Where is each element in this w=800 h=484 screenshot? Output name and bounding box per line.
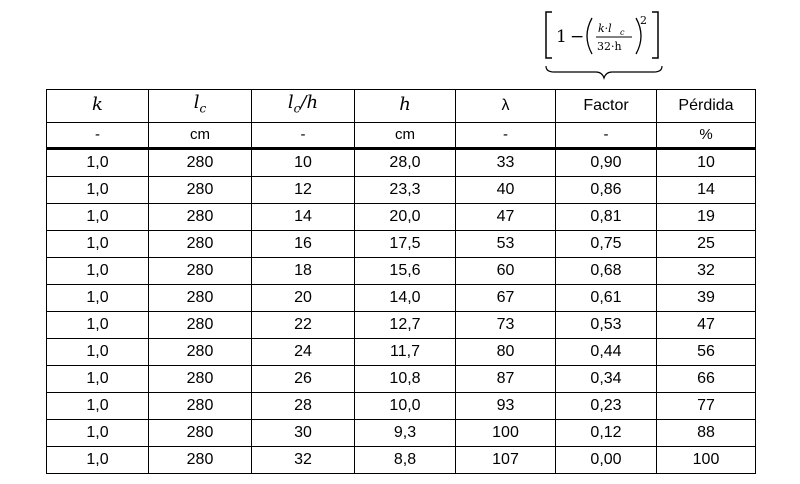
table-cell: 66 — [657, 365, 756, 392]
loss-table — [46, 89, 756, 474]
table-cell: 0,81 — [556, 203, 657, 230]
table-cell: 280 — [149, 311, 252, 338]
table-row — [47, 365, 756, 392]
table-cell: 0,75 — [556, 230, 657, 257]
table-cell: 73 — [456, 311, 556, 338]
underbrace — [546, 66, 662, 78]
table-cell: 40 — [456, 176, 556, 203]
table-row — [47, 176, 756, 203]
table-cell: 11,7 — [355, 338, 456, 365]
table-cell: 67 — [456, 284, 556, 311]
table-cell: 39 — [657, 284, 756, 311]
table-cell: 280 — [149, 257, 252, 284]
table-cell: 0,00 — [556, 446, 657, 473]
table-cell: 87 — [456, 365, 556, 392]
table-cell: 280 — [149, 176, 252, 203]
table-cell: 20 — [252, 284, 355, 311]
table-cell: 56 — [657, 338, 756, 365]
table-row — [47, 311, 756, 338]
unit-cell: - — [47, 122, 149, 148]
column-header — [556, 90, 657, 123]
table-cell: 14,0 — [355, 284, 456, 311]
column-header-subscript: c — [199, 101, 207, 116]
table-cell: 33 — [456, 148, 556, 176]
table-cell: 1,0 — [47, 230, 149, 257]
table-cell: 100 — [456, 419, 556, 446]
unit-cell: cm — [355, 122, 456, 148]
table-cell: 280 — [149, 392, 252, 419]
table-cell: 12,7 — [355, 311, 456, 338]
table-cell: 0,61 — [556, 284, 657, 311]
table-cell: 0,44 — [556, 338, 657, 365]
unit-cell: - — [556, 122, 657, 148]
table-cell: 17,5 — [355, 230, 456, 257]
column-header-label: k — [92, 94, 103, 116]
table-cell: 77 — [657, 392, 756, 419]
unit-cell: % — [657, 122, 756, 148]
unit-cell: - — [252, 122, 355, 148]
table-cell: 0,68 — [556, 257, 657, 284]
table-cell: 14 — [657, 176, 756, 203]
table-cell: 8,8 — [355, 446, 456, 473]
formula-power: 2 — [640, 14, 647, 27]
table-row — [47, 284, 756, 311]
column-header — [657, 90, 756, 123]
formula-numerator-sub: c — [620, 28, 625, 37]
column-header — [252, 90, 355, 123]
table-cell: 15,6 — [355, 257, 456, 284]
table-cell: 280 — [149, 446, 252, 473]
table-cell: 47 — [657, 311, 756, 338]
column-header-label: h — [399, 94, 411, 116]
table-cell: 1,0 — [47, 365, 149, 392]
table-cell: 22 — [252, 311, 355, 338]
formula-graphic — [540, 6, 672, 84]
factor-formula — [540, 6, 672, 84]
table-cell: 1,0 — [47, 176, 149, 203]
table-cell: 1,0 — [47, 338, 149, 365]
table-cell: 93 — [456, 392, 556, 419]
table-cell: 10,0 — [355, 392, 456, 419]
table-cell: 1,0 — [47, 148, 149, 176]
table-cell: 24 — [252, 338, 355, 365]
table-cell: 26 — [252, 365, 355, 392]
table-cell: 32 — [252, 446, 355, 473]
table-row — [47, 230, 756, 257]
table-cell: 28,0 — [355, 148, 456, 176]
table-cell: 0,86 — [556, 176, 657, 203]
table-cell: 100 — [657, 446, 756, 473]
table-cell: 28 — [252, 392, 355, 419]
table-cell: 280 — [149, 284, 252, 311]
table-cell: 32 — [657, 257, 756, 284]
table-cell: 280 — [149, 203, 252, 230]
table-cell: 18 — [252, 257, 355, 284]
column-header-label: $l_c$ — [193, 92, 207, 116]
table-cell: 280 — [149, 419, 252, 446]
table-cell: 80 — [456, 338, 556, 365]
column-header — [456, 90, 556, 123]
table-cell: 60 — [456, 257, 556, 284]
formula-numerator: k·l — [598, 22, 612, 35]
table-cell: 280 — [149, 365, 252, 392]
table-cell: 280 — [149, 338, 252, 365]
column-header-suffix: /h — [300, 92, 319, 113]
column-header-label: λ — [501, 96, 510, 114]
formula-denominator: 32·h — [597, 40, 622, 53]
units-row — [47, 122, 756, 148]
table-cell: 1,0 — [47, 392, 149, 419]
column-header-subscript: c — [293, 101, 301, 116]
formula-minus: − — [570, 27, 585, 47]
table-cell: 10 — [657, 148, 756, 176]
table-cell: 47 — [456, 203, 556, 230]
table-row — [47, 338, 756, 365]
table-cell: 19 — [657, 203, 756, 230]
table-row — [47, 419, 756, 446]
column-header-label: Factor — [583, 96, 629, 114]
table-cell: 1,0 — [47, 311, 149, 338]
table-cell: 1,0 — [47, 419, 149, 446]
column-header — [47, 90, 149, 123]
table-cell: 1,0 — [47, 446, 149, 473]
table-cell: 107 — [456, 446, 556, 473]
table-cell: 0,12 — [556, 419, 657, 446]
table-row — [47, 446, 756, 473]
table-cell: 280 — [149, 148, 252, 176]
column-header-label: Pérdida — [678, 96, 734, 114]
unit-cell: - — [456, 122, 556, 148]
table-cell: 1,0 — [47, 284, 149, 311]
column-header — [149, 90, 252, 123]
table-cell: 1,0 — [47, 203, 149, 230]
table-cell: 12 — [252, 176, 355, 203]
table-cell: 53 — [456, 230, 556, 257]
table-cell: 23,3 — [355, 176, 456, 203]
table-row — [47, 203, 756, 230]
table-cell: 16 — [252, 230, 355, 257]
table-cell: 88 — [657, 419, 756, 446]
table-cell: 25 — [657, 230, 756, 257]
unit-cell: cm — [149, 122, 252, 148]
table-cell: 0,90 — [556, 148, 657, 176]
table-cell: 14 — [252, 203, 355, 230]
column-header — [355, 90, 456, 123]
table-cell: 0,23 — [556, 392, 657, 419]
table-cell: 30 — [252, 419, 355, 446]
table-cell: 1,0 — [47, 257, 149, 284]
table-cell: 9,3 — [355, 419, 456, 446]
table-cell: 0,34 — [556, 365, 657, 392]
table-cell: 0,53 — [556, 311, 657, 338]
table-body — [47, 122, 756, 473]
table-row — [47, 257, 756, 284]
table-cell: 20,0 — [355, 203, 456, 230]
column-header-label: $l_c$ — [287, 92, 301, 116]
header-row — [47, 90, 756, 123]
table-cell: 10 — [252, 148, 355, 176]
table-row — [47, 392, 756, 419]
formula-one: 1 — [556, 27, 567, 47]
table-cell: 280 — [149, 230, 252, 257]
table-row — [47, 148, 756, 176]
table-cell: 10,8 — [355, 365, 456, 392]
